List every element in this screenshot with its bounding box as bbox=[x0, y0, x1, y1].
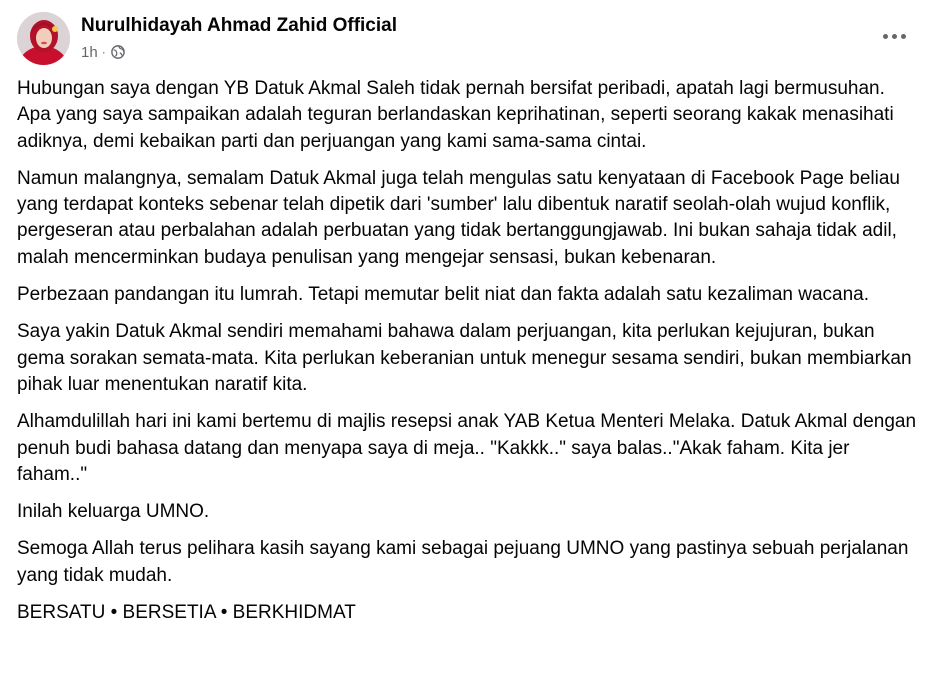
post-tagline: BERSATU • BERSETIA • BERKHIDMAT bbox=[17, 602, 356, 624]
post-paragraph: Semoga Allah terus pelihara kasih sayang kami sebagai pejuang UMNO yang pastinya sebuah perjalanan yang tidak mudah. bbox=[17, 538, 909, 586]
post-paragraph: Alhamdulillah hari ini kami bertemu di majlis resepsi anak YAB Ketua Menteri Melaka. Datuk Akmal dengan penuh budi bahasa datang dan menyapa saya di meja.. "Kakkk.." saya balas.."Akak faham. Kita jer faham.." bbox=[17, 411, 917, 485]
post-meta bbox=[81, 42, 125, 62]
post-paragraph: Hubungan saya dengan YB Datuk Akmal Saleh tidak pernah bersifat peribadi, apatah lagi bermusuhan. Apa yang saya sampaikan adalah teguran berlandaskan keprihatinan, seperti seorang kakak menasihati adiknya, demi kebaikan parti dan perjuangan yang kami sama-sama cintai. bbox=[17, 78, 894, 152]
post-paragraph: Saya yakin Datuk Akmal sendiri memahami bahawa dalam perjuangan, kita perlukan kejujuran, bukan gema sorakan semata-mata. Kita perlukan keberanian untuk menegur sesama sendiri, bukan membiarkan pihak luar menentukan naratif kita. bbox=[17, 321, 912, 395]
post-header bbox=[17, 12, 917, 68]
post-paragraph: Namun malangnya, semalam Datuk Akmal juga telah mengulas satu kenyataan di Facebook Page beliau yang terdapat konteks sebenar telah dipetik dari 'sumber' lalu dibentuk naratif seolah-olah wujud konflik, pergeseran atau perbalahan adalah perbuatan yang tidak bertanggungjawab. Ini bukan sahaja tidak adil, malah mencerminkan budaya penulisan yang mengejar sensasi, bukan kebenaran. bbox=[17, 167, 900, 268]
author-avatar[interactable] bbox=[17, 12, 70, 65]
post-paragraph: Perbezaan pandangan itu lumrah. Tetapi memutar belit niat dan fakta adalah satu kezaliman wacana. bbox=[17, 284, 870, 306]
meta-separator: · bbox=[101, 45, 106, 59]
more-options-icon[interactable] bbox=[879, 24, 909, 48]
post-body bbox=[17, 76, 922, 637]
author-name[interactable]: Nurulhidayah Ahmad Zahid Official bbox=[81, 15, 397, 36]
post-timestamp[interactable]: 1h bbox=[81, 43, 98, 61]
post-paragraph: Inilah keluarga UMNO. bbox=[17, 501, 210, 523]
globe-icon[interactable] bbox=[111, 45, 125, 59]
